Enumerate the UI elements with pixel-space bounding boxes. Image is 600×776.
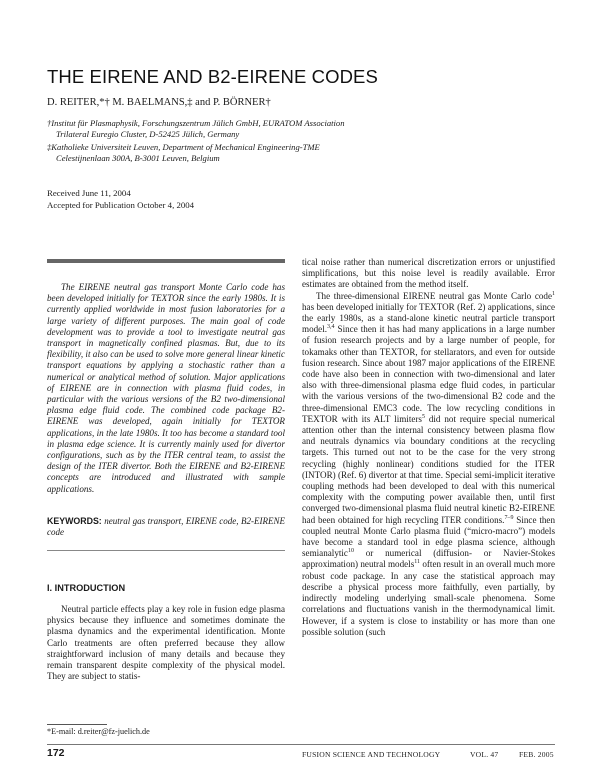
right-paragraph-2 [302,291,555,638]
intro-text [47,604,285,682]
abstract-bottom-rule [47,550,285,551]
text-run: Since then it has had many applications in a large number of fusion research projects and by a large number of people, for tokamaks other than TEXTOR, for stellarators, and even for outside fusion research. Since about 1987 major applications of the EIRENE code have also been in connection with two-dimensional and later also with three-dimensional plasma edge fluid codes, in particular with the various versions of the two-dimensional B2 code and the three-dimensional EMC3 code. The low recycling conditions in TEXTOR with its ALT limiters [302,324,555,424]
keywords-value: neutral gas transport, EIRENE code, B2-EIRENE code [47,516,285,538]
journal-name: FUSION SCIENCE AND TECHNOLOGY [302,750,441,759]
journal-volume: VOL. 47 [470,750,499,759]
footnote-rule [47,724,107,725]
footer-rule [47,744,555,745]
affiliation-2-line-2: Celestijnenlaan 300A, B-3001 Leuven, Belgium [56,153,220,163]
received-date: Received June 11, 2004 [47,188,131,198]
intro-paragraph: Neutral particle effects play a key role in fusion edge plasma physics because they influence and sometimes dominate the plasma dynamics and the experimental identification. Monte Carlo treatments are often preferred because they allow straightforward inclusion of many details and because they remain transparent despite complexity of the physical model. They are subject to statis- [47,604,285,682]
publication-dates [47,188,194,211]
affiliation-1-line-2: Trilateral Euregio Cluster, D-52425 Jülich, Germany [56,129,240,139]
text-run: has been developed initially for TEXTOR (Ref. 2) applications, since the early 1980s, as a stand-alone kinetic neutral particle transport model. [302,301,555,335]
citation-sup: 5 [421,413,425,420]
article-title: THE EIRENE AND B2-EIRENE CODES [47,66,378,87]
text-run: The three-dimensional EIRENE neutral gas Monte Carlo code [316,290,552,301]
keywords-label: KEYWORDS: [47,516,102,526]
journal-date: FEB. 2005 [519,750,554,759]
citation-sup: 10 [347,548,354,555]
affiliation-2 [47,142,567,164]
text-run: often result in an overall much more robust code package. In any case the statistical approach may describe a physical process more faithfully, even partially, by indirectly modeling underlying small-scale phenomena. Some correlations and fluctuations vanish in the thermodynamical limit. However, if a system is close to instability or has more than one possible solution (such [302,559,555,637]
accepted-date: Accepted for Publication October 4, 2004 [47,199,195,210]
affiliation-1 [47,118,567,140]
right-paragraph-1: tical noise rather than numerical discretization errors or unjustified simplifications, but this noise level is readily available. Error estimates are obtained from the method itself. [302,257,555,290]
citation-sup: 3,4 [327,324,335,331]
authors-line: D. REITER,*† M. BAELMANS,‡ and P. BÖRNER† [47,97,271,108]
citation-sup: 11 [414,559,421,566]
abstract-top-rule [47,259,285,263]
text-run: or numerical (diffusion- or Navier-Stokes approximation) neutral models [302,548,555,570]
right-column [302,257,555,638]
affiliation-2-line-1: ‡Katholieke Universiteit Leuven, Department of Mechanical Engineering-TME [47,142,320,152]
section-heading: I. INTRODUCTION [47,583,126,593]
footnote-email: *E-mail: d.reiter@fz-juelich.de [47,727,150,736]
text-run: did not require special numerical attention other than the internal consistency between plasma flow and neutrals dynamics via boundary conditions at the recycling targets. This turned out not to be the case for the very strong recycling (highly nonlinear) conditions studied for the ITER (INTOR) (Ref. 6) divertor at that time. Special semi-implicit iterative coupling methods had been developed to deal with this numerical complexity with the computing power available then, until first converged two-dimensional plasma fluid neutral kinetic B2-EIRENE had been obtained for high recycling ITER conditions. [302,413,555,525]
abstract-text: The EIRENE neutral gas transport Monte Carlo code has been developed initially for TEXTOR since the early 1980s. It is currently applied worldwide in most fusion laboratories for a large variety of different purposes. The main goal of code development was to provide a tool to investigate neutral gas transport in magnetically confined plasmas. But, due to its flexibility, it also can be used to solve more general linear kinetic transport equations by applying a stochastic rather than a numerical or analytical method of solution. Major applications of EIRENE are in connection with plasma fluid codes, in particular with the various versions of the B2 two-dimensional plasma edge fluid code. The combined code package B2-EIRENE was developed, again initially for TEXTOR applications, in the late 1980s. It too has become a standard tool in plasma edge science. It is currently mainly used for divertor configurations, such as by the ITER central team, to assist the design of the ITER divertor. Both the EIRENE and B2-EIRENE concepts are introduced and illustrated with sample applications. [47,282,285,494]
citation-sup: 1 [552,290,555,297]
abstract [47,282,285,495]
keywords [47,516,285,538]
citation-sup: 7–9 [504,514,514,521]
affiliation-1-line-1: †Institut für Plasmaphysik, Forschungszentrum Jülich GmbH, EURATOM Association [47,118,345,128]
page-number: 172 [47,747,65,759]
text-run: Since then coupled neutral Monte Carlo plasma fluid (“micro-macro”) models have become a standard tool in edge plasma science, although semianalytic [302,514,555,559]
